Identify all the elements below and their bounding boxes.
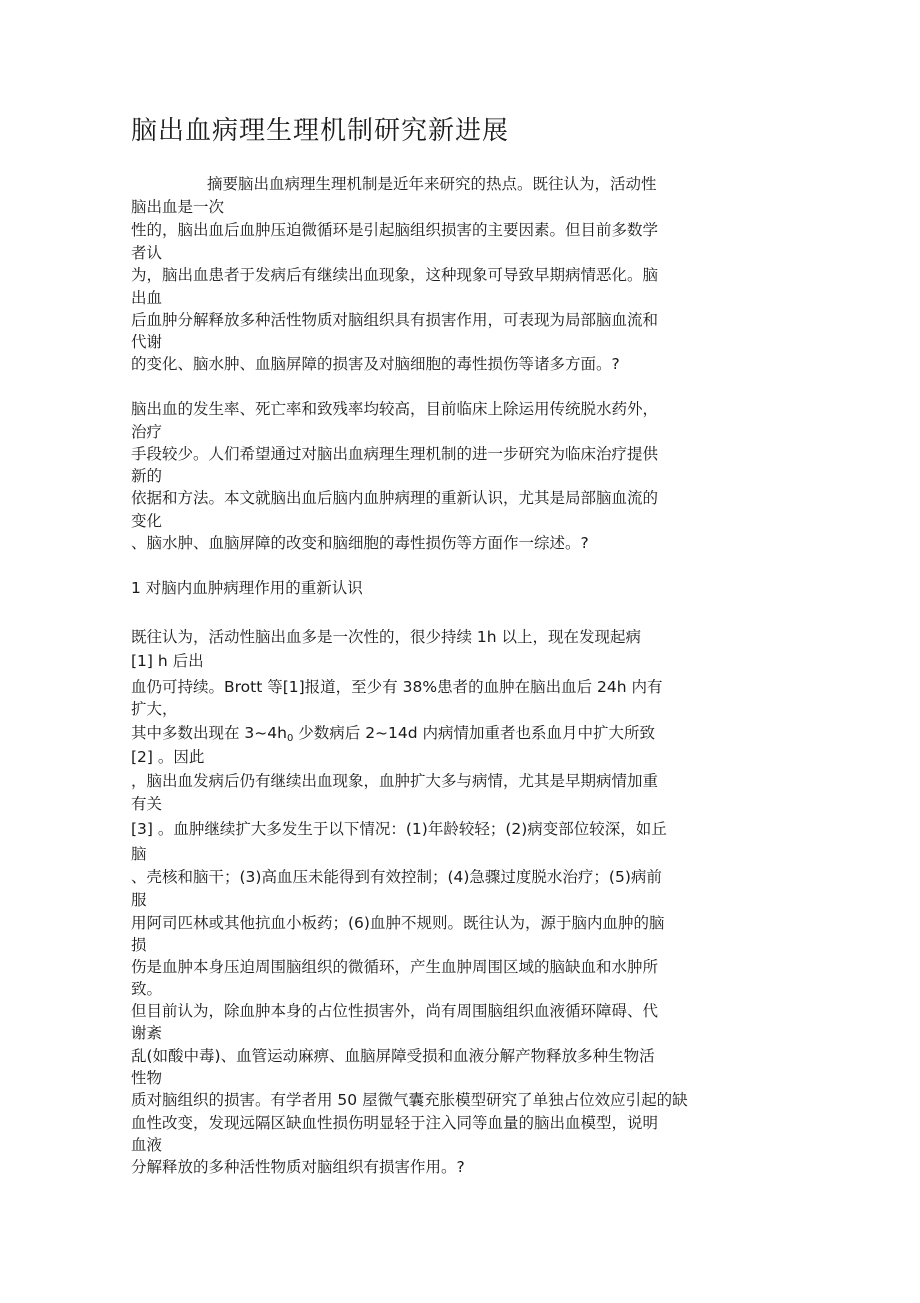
intro-line: 治疗 bbox=[131, 423, 163, 441]
body-line-text: 其中多数出现在 3~4h bbox=[131, 724, 287, 742]
abstract-line: 者认 bbox=[131, 244, 163, 262]
body-line: 伤是血肿本身压迫周围脑组织的微循环，产生血肿周围区域的脑缺血和水肿所 bbox=[131, 958, 659, 976]
body-line: 谢紊 bbox=[131, 1024, 163, 1042]
abstract-line: 后血肿分解释放多种活性物质对脑组织具有损害作用，可表现为局部脑血流和 bbox=[131, 311, 659, 329]
document-title: 脑出血病理生理机制研究新进展 bbox=[131, 116, 510, 146]
body-line bbox=[131, 722, 655, 744]
body-line-text: 少数病后 2~14d 内病情加重者也系血月中扩大所致 bbox=[293, 724, 656, 742]
abstract-line: 代谢 bbox=[131, 333, 163, 351]
body-line: 性物 bbox=[131, 1069, 163, 1087]
intro-line: 、脑水肿、血脑屏障的改变和脑细胞的毒性损伤等方面作一综述。? bbox=[131, 534, 589, 552]
abstract-line: 性的，脑出血后血肿压迫微循环是引起脑组织损害的主要因素。但目前多数学 bbox=[131, 221, 659, 239]
intro-line: 手段较少。人们希望通过对脑出血病理生理机制的进一步研究为临床治疗提供 bbox=[131, 445, 659, 463]
intro-line: 依据和方法。本文就脑出血后脑内血肿病理的重新认识，尤其是局部脑血流的 bbox=[131, 489, 659, 507]
body-line: [2] 。因此 bbox=[131, 748, 205, 766]
body-line: 、壳核和脑干；(3)高血压未能得到有效控制；(4)急骤过度脱水治疗；(5)病前 bbox=[131, 868, 662, 886]
body-line: 服 bbox=[131, 891, 147, 909]
intro-line: 脑出血的发生率、死亡率和致残率均较高，目前临床上除运用传统脱水药外， bbox=[131, 400, 659, 418]
section-heading: 1 对脑内血肿病理作用的重新认识 bbox=[131, 579, 363, 597]
body-line: [1] h 后出 bbox=[131, 652, 204, 670]
abstract-line: 的变化、脑水肿、血脑屏障的损害及对脑细胞的毒性损伤等诸多方面。? bbox=[131, 355, 620, 373]
body-line: 有关 bbox=[131, 795, 163, 813]
abstract-line: 出血 bbox=[131, 289, 163, 307]
body-line: 质对脑组织的损害。有学者用 50 屋微气囊充胀模型研究了单独占位效应引起的缺 bbox=[131, 1091, 688, 1109]
abstract-line: 脑出血是一次 bbox=[131, 198, 225, 216]
intro-line: 变化 bbox=[131, 512, 163, 530]
body-line: 脑 bbox=[131, 845, 147, 863]
body-line: 既往认为，活动性脑出血多是一次性的，很少持续 1h 以上，现在发现起病 bbox=[131, 628, 642, 646]
body-line: 用阿司匹林或其他抗血小板药；(6)血肿不规则。既往认为，源于脑内血肿的脑 bbox=[131, 914, 665, 932]
body-line: 血仍可持续。Brott 等[1]报道，至少有 38%患者的血肿在脑出血后 24h 内有 bbox=[131, 678, 663, 696]
body-line: 分解释放的多种活性物质对脑组织有损害作用。? bbox=[131, 1158, 465, 1176]
abstract-line: 摘要脑出血病理生理机制是近年来研究的热点。既往认为，活动性 bbox=[207, 175, 657, 193]
body-line: 损 bbox=[131, 936, 147, 954]
body-line: 扩大， bbox=[131, 700, 178, 718]
body-line: 血性改变，发现远隔区缺血性损伤明显轻于注入同等血量的脑出血模型，说明 bbox=[131, 1114, 659, 1132]
body-line: 血液 bbox=[131, 1136, 163, 1154]
body-line: 致。 bbox=[131, 980, 163, 998]
body-line: ，脑出血发病后仍有继续出血现象，血肿扩大多与病情，尤其是早期病情加重 bbox=[131, 772, 659, 790]
intro-line: 新的 bbox=[131, 467, 163, 485]
subscript: 0 bbox=[286, 733, 294, 744]
body-line: [3] 。血肿继续扩大多发生于以下情况：(1)年龄较轻；(2)病变部位较深，如丘 bbox=[131, 820, 667, 838]
body-line: 但目前认为，除血肿本身的占位性损害外，尚有周围脑组织血液循环障碍、代 bbox=[131, 1002, 659, 1020]
body-line: 乱(如酸中毒)、血管运动麻痹、血脑屏障受损和血液分解产物释放多种生物活 bbox=[131, 1047, 655, 1065]
abstract-line: 为，脑出血患者于发病后有继续出血现象，这种现象可导致早期病情恶化。脑 bbox=[131, 266, 659, 284]
